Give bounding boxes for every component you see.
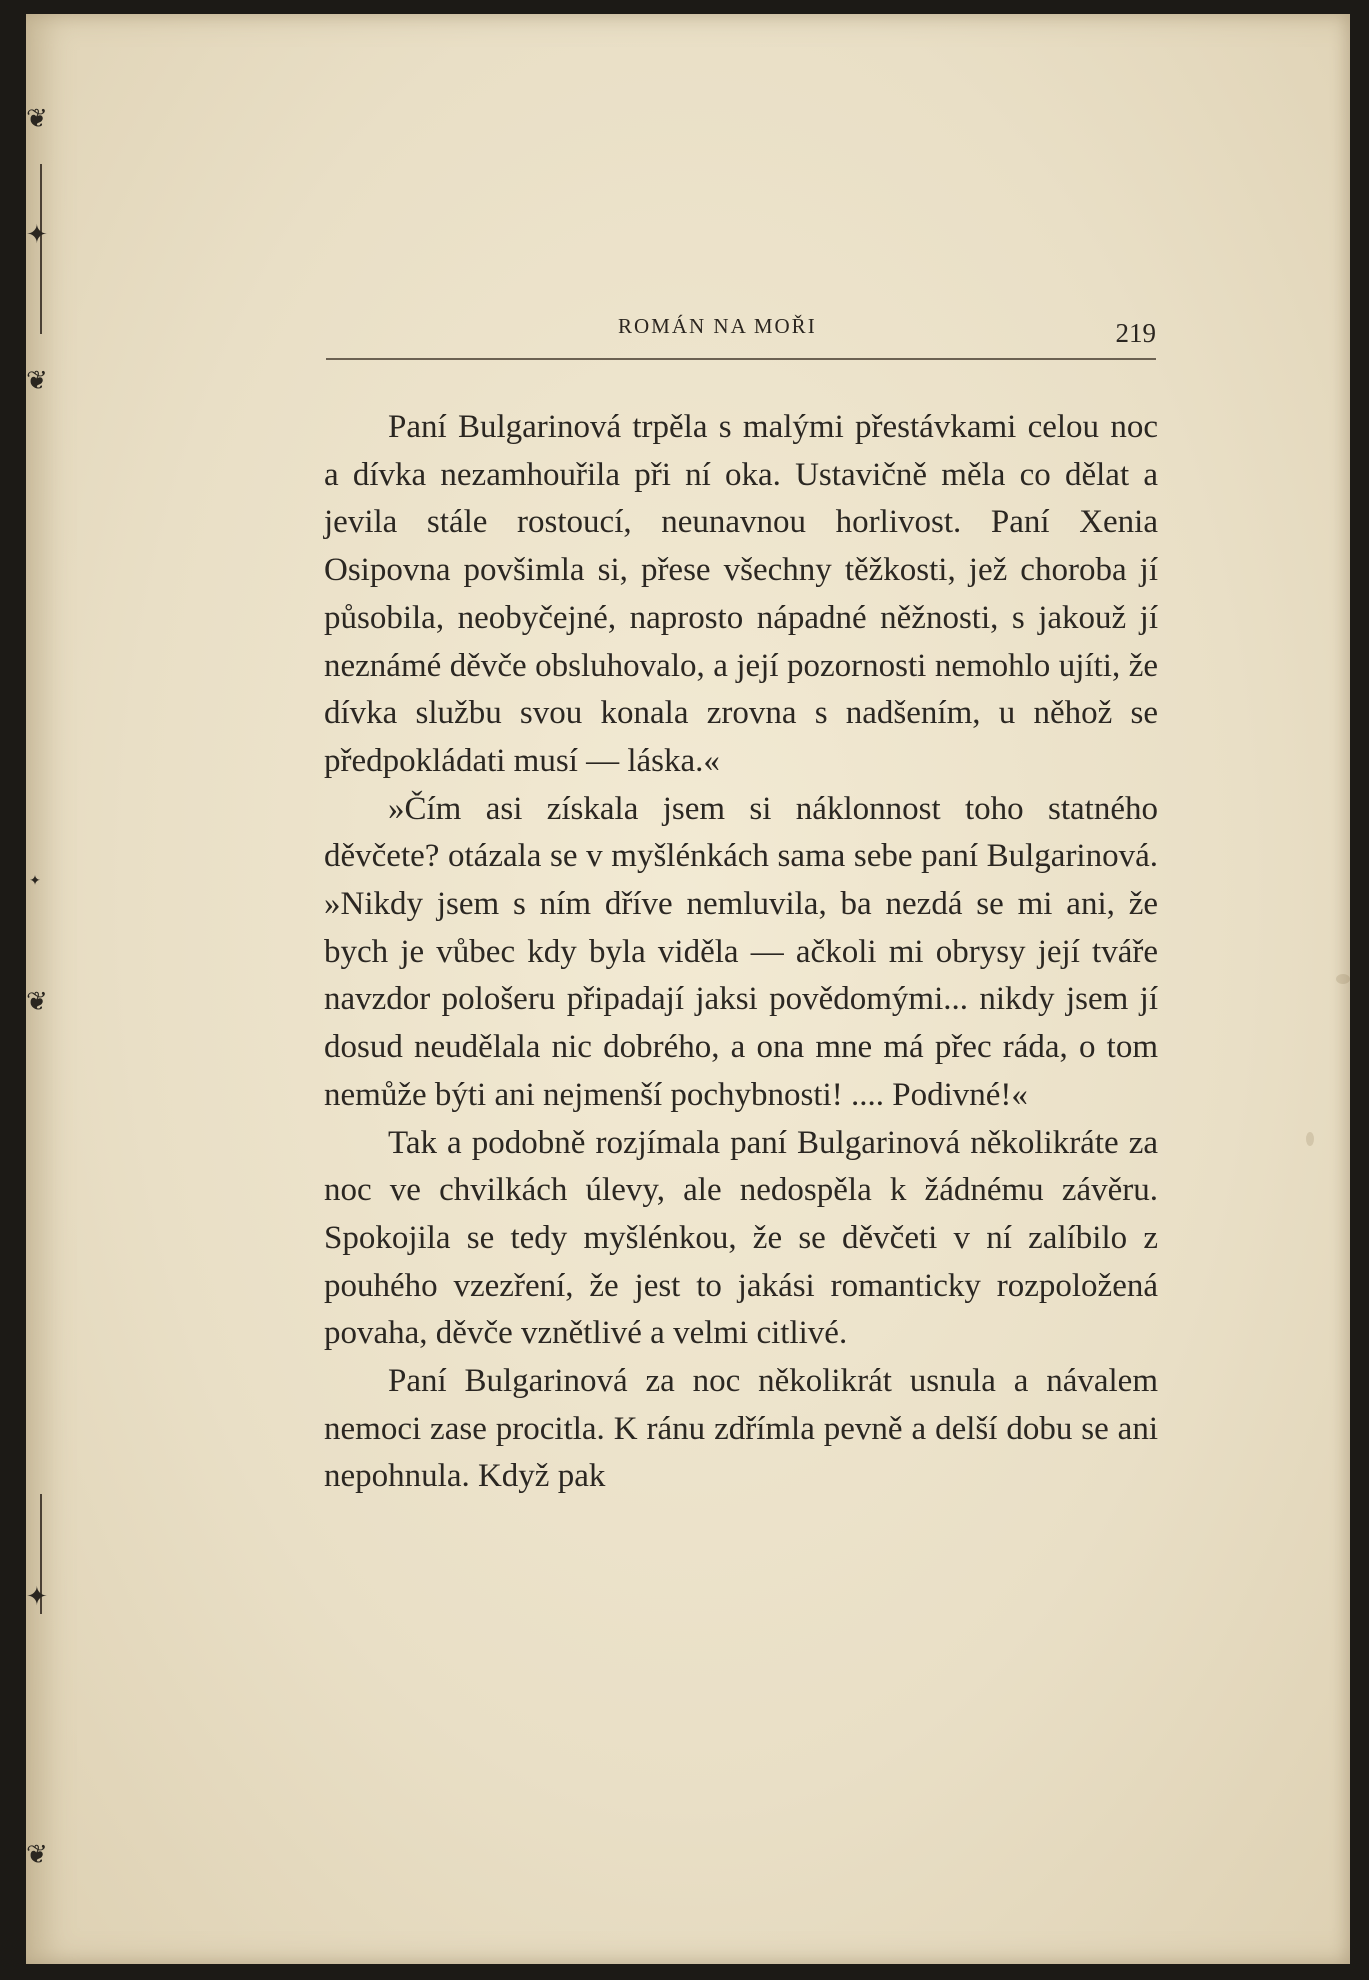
binding-mark-5: ❦: [26, 987, 48, 1017]
binding-mark-6: ✦: [26, 1582, 48, 1612]
paper-stain: [1336, 974, 1350, 984]
binding-mark-1: ❦: [26, 104, 48, 134]
binding-mark-4: ✦: [29, 873, 41, 889]
paragraph: Tak a podobně rozjímala paní Bulgarinová několikráte za noc ve chvilkách úlevy, ale nedospěla k žádnému závěru. Spokojila se tedy myšlénkou, že se děvčeti v ní zalíbilo z pouhého vzezření, že jest to jakási romanticky rozpoložená povaha, děvče vznětlivé a velmi citlivé.: [324, 1124, 1158, 1352]
binding-mark-7: ❦: [26, 1840, 48, 1870]
running-head-title: ROMÁN NA MOŘI: [618, 314, 817, 338]
paragraph: Paní Bulgarinová trpěla s malými přestávkami celou noc a dívka nezamhouřila při ní oka. Ustavičně měla co dělat a jevila stále rostoucí, neunavnou horlivost. Paní Xenia Osipovna povšimla si, přese všechny těžkosti, jež choroba jí působila, neobyčejné, naprosto nápadné něžnosti, s jakouž jí neznámé děvče obsluhovalo, a její pozornosti nemohlo ujíti, že dívka službu svou konala zrovna s nadšením, u něhož se předpokládati musí — láska.«: [324, 409, 1158, 779]
paragraph: Paní Bulgarinová za noc několikrát usnula a návalem nemoci zase procitla. K ránu zdřímla pevně a delší dobu se ani nepohnula. Když pak: [324, 1363, 1158, 1495]
binding-mark-3: ❦: [26, 366, 48, 396]
book-page: [26, 14, 1350, 1964]
body-text: [324, 404, 1158, 1501]
binding-mark-2: ✦: [26, 220, 48, 250]
paper-stain: [1306, 1132, 1314, 1146]
paragraph: »Čím asi získala jsem si náklonnost toho statného děvčete? otázala se v myšlénkách sama sebe paní Bulgarinová. »Nikdy jsem s ním dříve nemluvila, ba nezdá se mi ani, že bych je vůbec kdy byla viděla — ačkoli mi obrysy její tváře navzdor pološeru připadají jaksi povědomými... nikdy jsem jí dosud neudělala nic dobrého, a ona mne má přec ráda, o tom nemůže býti ani nejmenší pochybnosti! .... Podivné!«: [324, 790, 1158, 1113]
running-head: [326, 306, 1156, 360]
page-number: 219: [1115, 318, 1156, 348]
